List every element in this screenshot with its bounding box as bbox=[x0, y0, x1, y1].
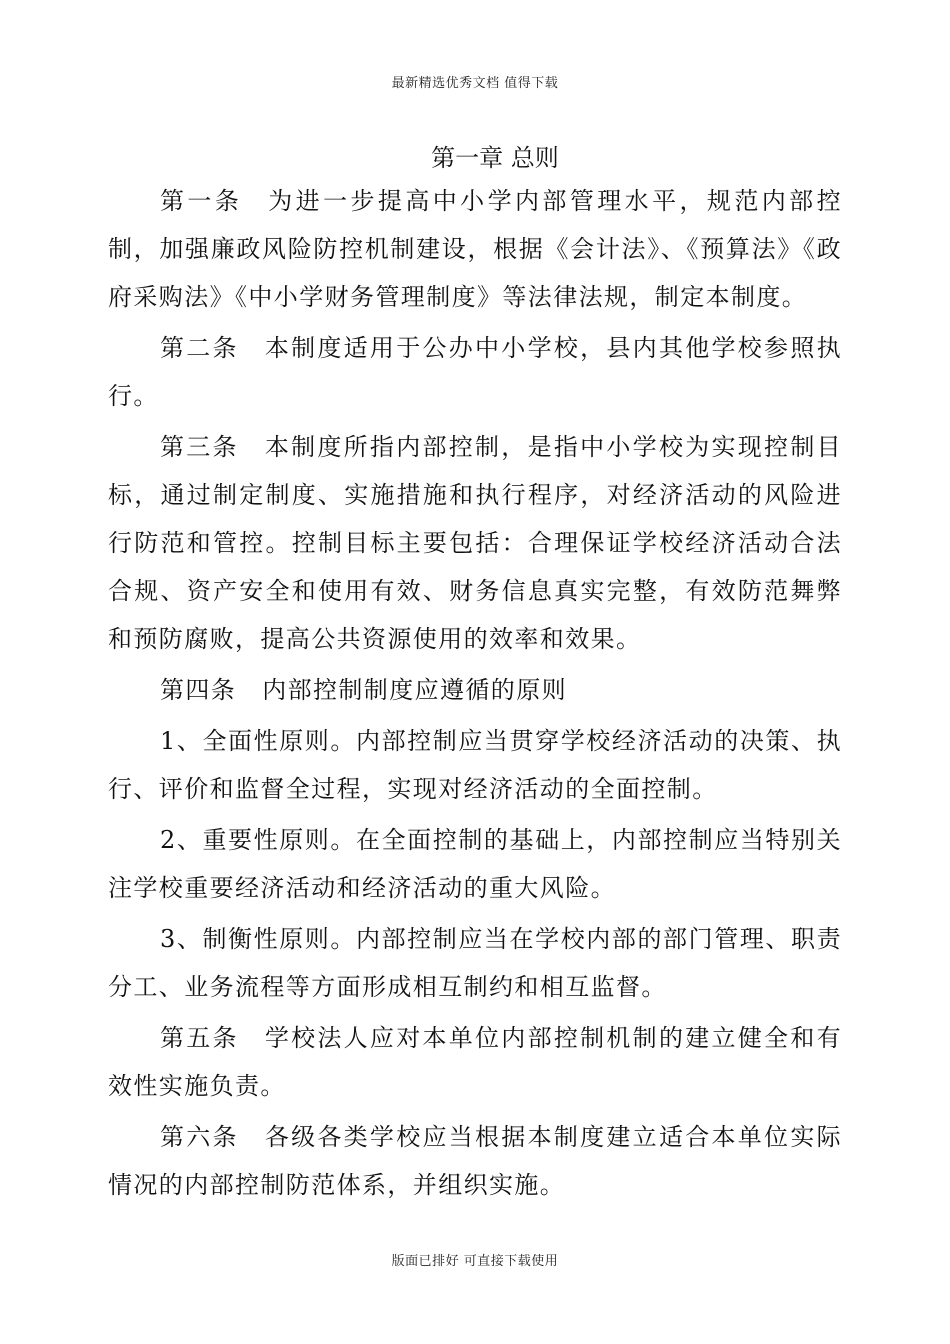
page-header: 最新精选优秀文档 值得下载 bbox=[391, 76, 559, 91]
principle-text: 1、全面性原则。内部控制应当贯穿学校经济活动的决策、执行、评价和监督全过程，实现对经济活动的全面控制。 bbox=[108, 727, 842, 803]
article-label: 第六条 bbox=[160, 1123, 239, 1151]
page-footer: 版面已排好 可直接下载使用 bbox=[391, 1254, 559, 1269]
article-4 bbox=[108, 666, 842, 714]
article-text: 为进一步提高中小学内部管理水平，规范内部控制，加强廉政风险防控机制建设，根据《会计法》、《预算法》《政府采购法》《中小学财务管理制度》等法律法规，制定本制度。 bbox=[108, 187, 843, 311]
article-label: 第五条 bbox=[160, 1024, 239, 1052]
principle-text: 2、重要性原则。在全面控制的基础上，内部控制应当特别关注学校重要经济活动和经济活动的重大风险。 bbox=[108, 826, 842, 902]
article-label: 第一条 bbox=[160, 187, 243, 215]
article-text: 内部控制制度应遵循的原则 bbox=[262, 676, 568, 704]
article-label: 第二条 bbox=[160, 334, 239, 362]
article-text: 各级各类学校应当根据本制度建立适合本单位实际情况的内部控制防范体系，并组织实施。 bbox=[108, 1123, 842, 1199]
article-5 bbox=[108, 1014, 842, 1110]
article-label: 第三条 bbox=[160, 433, 239, 461]
document-body bbox=[108, 139, 842, 1212]
article-text: 本制度适用于公办中小学校，县内其他学校参照执行。 bbox=[108, 334, 842, 410]
principle-item bbox=[108, 816, 842, 912]
principle-item bbox=[108, 717, 842, 813]
article-1 bbox=[108, 177, 842, 321]
principle-text: 3、制衡性原则。内部控制应当在学校内部的部门管理、职责分工、业务流程等方面形成相互制约和相互监督。 bbox=[108, 925, 842, 1001]
principle-item bbox=[108, 915, 842, 1011]
chapter-title: 第一章 总则 bbox=[431, 144, 559, 172]
article-text: 学校法人应对本单位内部控制机制的建立健全和有效性实施负责。 bbox=[108, 1024, 842, 1100]
article-text: 本制度所指内部控制，是指中小学校为实现控制目标，通过制定制度、实施措施和执行程序，对经济活动的风险进行防范和管控。控制目标主要包括：合理保证学校经济活动合法合规、资产安全和使用有效、财务信息真实完整，有效防范舞弊和预防腐败，提高公共资源使用的效率和效果。 bbox=[108, 433, 842, 653]
article-label: 第四条 bbox=[160, 676, 237, 704]
article-3 bbox=[108, 423, 842, 663]
article-6 bbox=[108, 1113, 842, 1209]
article-2 bbox=[108, 324, 842, 420]
